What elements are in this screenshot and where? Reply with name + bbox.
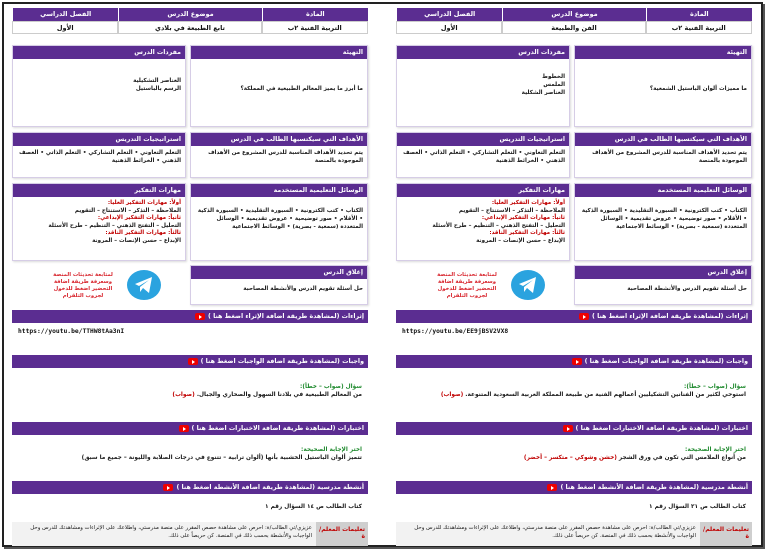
- intro-question: ما مميزات ألوان الباستيل الشمعية؟: [649, 86, 747, 92]
- tools-title: الوسائل التعليمية المستخدمة: [191, 184, 367, 197]
- tests-question: من أنواع الملامس التي تكون في ورق الشجر: [618, 455, 746, 461]
- youtube-icon[interactable]: [195, 313, 205, 320]
- homework-label: سؤال (صواب – خطأ):: [684, 384, 746, 390]
- thinking-heading-3: ثالثاً: مهارات التفكير الناقد:: [489, 230, 565, 236]
- value-semester: الأول: [12, 21, 118, 34]
- homework-text: من المعالم الطبيعية في بلادنا السهول والصحاري والجبال.: [196, 392, 362, 398]
- vocab-item: الرسم بالباستيل: [135, 86, 181, 92]
- homework-label: سؤال (صواب – خطأ):: [300, 384, 362, 390]
- activity-bar[interactable]: [396, 481, 752, 494]
- telegram-link-text[interactable]: لمتابعة تحديثات المنصة وسعرفة طريقة اضافة التحضير اضغط للدخول لجروب التلقرام: [53, 272, 113, 299]
- goals-text: يتم تحديد الأهداف المناسبة للدرس المشروع من الأهداف الموجودة بالمنصة: [592, 150, 747, 164]
- notes-text: عزيزي/تي الطالب/ة: احرص على مشاهدة حصص المقرر على منصة مدرستي، واطلاعك على الإثراءات ومشاهدتك للدرس وحل الواجبات والأنشطة بحسب ذلك في المنصة. كن حريصاً على ذلك.: [12, 522, 316, 546]
- homework-title: واجبات (لمشاهدة طريقة اضافة الواجبات اضغط هنا ): [584, 358, 748, 365]
- lesson-page-left: [12, 8, 368, 540]
- enrichment-section: [396, 324, 752, 348]
- enrichment-link[interactable]: https://youtu.be/TTHW8tAa3nI: [18, 328, 125, 335]
- goals-title: الأهداف التي سيكتسبها الطالب في الدرس: [191, 133, 367, 146]
- tests-label: اختر الإجابة الصحيحة:: [301, 447, 362, 453]
- activity-bar[interactable]: [12, 481, 368, 494]
- goals-card: [190, 132, 368, 178]
- thinking-list-3: الإبداع – حسن الإنصات – المرونة: [92, 237, 181, 244]
- closing-card: [190, 265, 368, 305]
- value-subject: التربية الفنية ٢ب: [646, 21, 752, 34]
- intro-question: ما أبرز ما يميز المعالم الطبيعية في المملكة؟: [240, 86, 363, 92]
- enrichment-bar[interactable]: [396, 310, 752, 323]
- closing-title: إغلاق الدرس: [575, 266, 751, 279]
- thinking-heading-1: أولاً: مهارات التفكير العليا:: [491, 200, 565, 206]
- activity-text: كتاب الطالب ص ٢١ السؤال رقم ١: [396, 495, 752, 521]
- label-semester: الفصل الدراسي: [12, 8, 118, 21]
- homework-text: استوحي لكثير من الفنانين التشكيليين أعمالهم الفنية من طبيعة المملكة العربية السعودية المتنوعة.: [465, 392, 746, 398]
- youtube-icon[interactable]: [188, 358, 198, 365]
- tests-question: تتميز ألوان الباستيل الخشبية بأنها (ألوان ترابية – تتنوع في درجات الصلابة والليونة – جميع ما سبق): [81, 455, 362, 461]
- notes-row: [12, 522, 368, 546]
- vocab-item: العناصر الشكلية: [521, 90, 565, 96]
- strategies-card: [12, 132, 186, 178]
- tools-text: الكتاب • كتب الكترونية • السبورة التقليدية • السبورة الذكية • الأقلام • صور توضيحية • عروض تقديمية • الوسائل المتعددة (سمعية - بصرية) • الوسائط الاجتماعية: [581, 208, 747, 230]
- thinking-heading-2: ثانياً: مهارات التفكير الإبداعي:: [481, 215, 565, 221]
- tests-title: اختبارات (لمشاهدة طريقة اضافة الاختبارات اضغط هنا ): [191, 425, 364, 432]
- intro-title: التهيئة: [191, 46, 367, 59]
- tests-answer: (خشن وشوكي – متكسر – أخضر): [523, 455, 617, 461]
- youtube-icon[interactable]: [163, 484, 173, 491]
- strategies-text: التعلم التعاوني • التعلم التشاركي • التعلم الذاتي • العصف الذهني • الخرائط الذهنية: [403, 150, 565, 164]
- thinking-list-2: التحليل – التفتح الذهني – التنظيم – طرح الأسئلة: [432, 222, 565, 229]
- thinking-heading-1: أولاً: مهارات التفكير العليا:: [107, 200, 181, 206]
- homework-bar[interactable]: [12, 355, 368, 368]
- enrichment-link[interactable]: https://youtu.be/EE9jBSV2VX8: [402, 328, 509, 335]
- enrichment-title: إثراءات (لمشاهدة طريقة اضافة الإثراء اضغط هنا ): [592, 313, 748, 320]
- youtube-icon[interactable]: [563, 425, 573, 432]
- header-values: [396, 21, 752, 34]
- vocab-item: الملمس: [543, 82, 565, 88]
- closing-title: إغلاق الدرس: [191, 266, 367, 279]
- tests-title: اختبارات (لمشاهدة طريقة اضافة الاختبارات اضغط هنا ): [575, 425, 748, 432]
- thinking-title: مهارات التفكير: [13, 184, 185, 197]
- youtube-icon[interactable]: [572, 358, 582, 365]
- homework-section: [12, 369, 368, 415]
- closing-text: حل أسئلة تقويم الدرس والأنشطة المصاحبة: [243, 286, 363, 292]
- thinking-title: مهارات التفكير: [397, 184, 569, 197]
- vocab-card: [396, 45, 570, 127]
- tools-title: الوسائل التعليمية المستخدمة: [575, 184, 751, 197]
- telegram-icon[interactable]: [511, 270, 545, 300]
- strategies-title: استراتيجيات التدريس: [13, 133, 185, 146]
- tests-label: اختر الإجابة الصحيحة:: [685, 447, 746, 453]
- notes-text: عزيزي/تي الطالب/ة: احرص على مشاهدة حصص المقرر على منصة مدرستي، واطلاعك على الإثراءات ومشاهدتك للدرس وحل الواجبات والأنشطة بحسب ذلك في المنصة. كن حريصاً على ذلك.: [396, 522, 700, 546]
- thinking-list-1: الملاحظة – التذكر – الاستنتاج – التقويم: [74, 207, 181, 214]
- youtube-icon[interactable]: [547, 484, 557, 491]
- value-subject: التربية الفنية ٢ب: [262, 21, 368, 34]
- youtube-icon[interactable]: [179, 425, 189, 432]
- label-topic: موضوع الدرس: [502, 8, 645, 21]
- vocab-item: العناصر التشكيلية: [133, 78, 181, 84]
- homework-answer: (صواب): [172, 392, 195, 398]
- enrichment-bar[interactable]: [12, 310, 368, 323]
- value-topic: الفن والطبيعة: [502, 21, 645, 34]
- strategies-text: التعلم التعاوني • التعلم التشاركي • التعلم الذاتي • العصف الذهني • الخرائط الذهنية: [19, 150, 181, 164]
- closing-card: [574, 265, 752, 305]
- goals-text: يتم تحديد الأهداف المناسبة للدرس المشروع من الأهداف الموجودة بالمنصة: [208, 150, 363, 164]
- strategies-card: [396, 132, 570, 178]
- enrichment-section: [12, 324, 368, 348]
- tests-section: [12, 436, 368, 474]
- vocab-item: الخطوط: [542, 74, 565, 80]
- homework-section: [396, 369, 752, 415]
- goals-card: [574, 132, 752, 178]
- goals-title: الأهداف التي سيكتسبها الطالب في الدرس: [575, 133, 751, 146]
- activity-text: كتاب الطالب ص ١٤ السؤال رقم ١: [12, 495, 368, 521]
- telegram-icon[interactable]: [127, 270, 161, 300]
- vocab-card: [12, 45, 186, 127]
- youtube-icon[interactable]: [579, 313, 589, 320]
- activity-title: أنشطة مدرسية (لمشاهدة طريقة اضافة الأنشطة اضغط هنا ): [176, 484, 364, 491]
- homework-answer: (صواب): [440, 392, 464, 398]
- thinking-card: [396, 183, 570, 261]
- notes-label: تعليمات المعلم/ة: [700, 522, 752, 546]
- thinking-heading-3: ثالثاً: مهارات التفكير الناقد:: [105, 230, 181, 236]
- label-subject: المادة: [262, 8, 368, 21]
- intro-title: التهيئة: [575, 46, 751, 59]
- telegram-link-text[interactable]: لمتابعة تحديثات المنصة وسعرفة طريقة اضافة التحضير اضغط للدخول لجروب التلقرام: [437, 272, 497, 299]
- tools-text: الكتاب • كتب الكترونية • السبورة التقليدية • السبورة الذكية • الأقلام • صور توضيحية • عروض تقديمية • الوسائل المتعددة (سمعية - بصرية) • الوسائط الاجتماعية: [197, 208, 363, 230]
- value-topic: تابع الطبيعة في بلادي: [118, 21, 261, 34]
- label-semester: الفصل الدراسي: [396, 8, 502, 21]
- thinking-list-3: الإبداع – حسن الإنصات – المرونة: [476, 237, 565, 244]
- thinking-list-1: الملاحظة – التذكر – الاستنتاج – التقويم: [458, 207, 565, 214]
- homework-bar[interactable]: [396, 355, 752, 368]
- thinking-list-2: التحليل – التفتح الذهني – التنظيم – طرح الأسئلة: [48, 222, 181, 229]
- vocab-title: مفردات الدرس: [397, 46, 569, 59]
- label-topic: موضوع الدرس: [118, 8, 261, 21]
- thinking-heading-2: ثانياً: مهارات التفكير الإبداعي:: [97, 215, 181, 221]
- lesson-page-right: [396, 8, 752, 540]
- closing-text: حل أسئلة تقويم الدرس والأنشطة المصاحبة: [627, 286, 747, 292]
- intro-card: [574, 45, 752, 127]
- label-subject: المادة: [646, 8, 752, 21]
- enrichment-title: إثراءات (لمشاهدة طريقة اضافة الإثراء اضغط هنا ): [208, 313, 364, 320]
- activity-title: أنشطة مدرسية (لمشاهدة طريقة اضافة الأنشطة اضغط هنا ): [560, 484, 748, 491]
- header-values: [12, 21, 368, 34]
- intro-card: [190, 45, 368, 127]
- thinking-card: [12, 183, 186, 261]
- tests-bar[interactable]: [12, 422, 368, 435]
- tests-section: [396, 436, 752, 474]
- tools-card: [190, 183, 368, 261]
- tools-card: [574, 183, 752, 261]
- strategies-title: استراتيجيات التدريس: [397, 133, 569, 146]
- tests-bar[interactable]: [396, 422, 752, 435]
- header-labels: [396, 8, 752, 21]
- header-labels: [12, 8, 368, 21]
- vocab-title: مفردات الدرس: [13, 46, 185, 59]
- value-semester: الأول: [396, 21, 502, 34]
- notes-row: [396, 522, 752, 546]
- notes-label: تعليمات المعلم/ة: [316, 522, 368, 546]
- homework-title: واجبات (لمشاهدة طريقة اضافة الواجبات اضغط هنا ): [200, 358, 364, 365]
